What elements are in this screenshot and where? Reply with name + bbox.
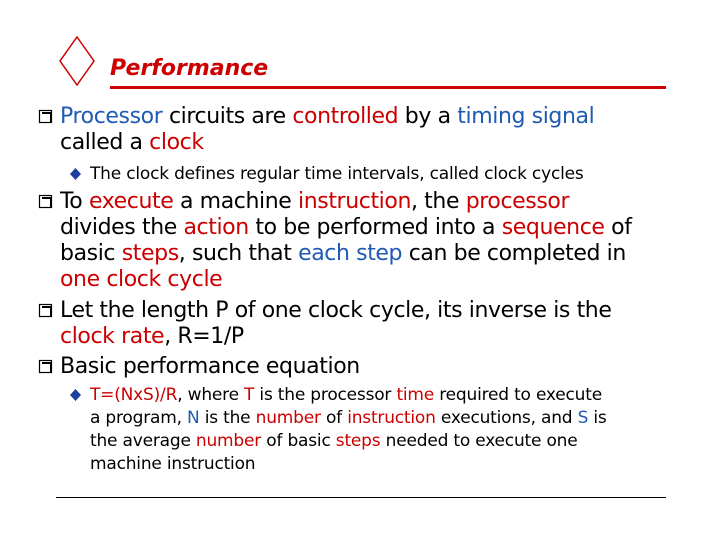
emphasis-text: S xyxy=(577,408,589,428)
bullet-text xyxy=(38,298,678,350)
bullet-line xyxy=(60,189,678,215)
bullet-clock-rate xyxy=(38,298,678,350)
bullet-text xyxy=(38,189,678,293)
text-run: , the xyxy=(411,189,466,214)
emphasis-text: processor xyxy=(465,189,570,214)
bullet-line xyxy=(60,130,678,156)
text-run: circuits are xyxy=(162,104,293,129)
subbullet-text xyxy=(70,384,670,476)
bullet-performance-equation xyxy=(38,354,678,380)
text-run: is the processor xyxy=(254,385,397,405)
text-run: needed to execute one xyxy=(380,431,578,451)
text-run: the average xyxy=(90,431,196,451)
emphasis-text: one clock cycle xyxy=(60,267,223,292)
text-run: to be performed into a xyxy=(248,215,502,240)
emphasis-text: number xyxy=(195,431,262,451)
text-run: of xyxy=(320,408,348,428)
text-run: called a xyxy=(60,130,150,155)
emphasis-text: clock xyxy=(149,130,204,155)
text-run: machine instruction xyxy=(90,454,256,474)
emphasis-text: clock rate xyxy=(60,324,165,349)
emphasis-text: T=(NxS)/R xyxy=(90,385,178,405)
bullet-line xyxy=(60,324,678,350)
text-run: is the xyxy=(199,408,256,428)
text-run: Basic performance equation xyxy=(60,354,360,379)
title-underline xyxy=(110,86,666,89)
emphasis-text: execute xyxy=(88,189,174,214)
text-run: , such that xyxy=(178,241,299,266)
diamond-bullet-icon xyxy=(70,389,81,401)
bullet-line xyxy=(60,215,678,241)
bullet-text xyxy=(38,104,678,156)
subbullet-line xyxy=(90,430,670,453)
subbullet-text xyxy=(70,163,670,186)
emphasis-text: T xyxy=(244,385,255,405)
diamond-outline-icon xyxy=(59,36,95,86)
bullet-text xyxy=(38,354,678,380)
emphasis-text: Processor xyxy=(60,104,163,129)
emphasis-text: steps xyxy=(121,241,179,266)
text-run: The clock defines regular time intervals, called clock cycles xyxy=(90,164,584,184)
text-run: , where xyxy=(177,385,245,405)
text-run: by a xyxy=(398,104,458,129)
subbullet-clock-definition xyxy=(70,163,670,186)
emphasis-text: sequence xyxy=(501,215,605,240)
subbullet-line xyxy=(90,384,670,407)
emphasis-text: N xyxy=(187,408,200,428)
checkbox-bullet-icon xyxy=(38,109,53,124)
emphasis-text: controlled xyxy=(292,104,399,129)
text-run: Let the length P of one clock cycle, its inverse is the xyxy=(60,298,612,323)
subbullet-line xyxy=(90,407,670,430)
emphasis-text: number xyxy=(255,408,321,428)
text-run: executions, and xyxy=(435,408,578,428)
bullet-execute-instruction xyxy=(38,189,678,293)
text-run: To xyxy=(60,189,89,214)
text-run: is xyxy=(588,408,607,428)
diamond-bullet-icon xyxy=(70,168,81,180)
text-run: a program, xyxy=(90,408,187,428)
text-run: of xyxy=(604,215,632,240)
emphasis-text: action xyxy=(183,215,249,240)
footer-divider xyxy=(56,497,666,498)
bullet-line xyxy=(60,104,678,130)
checkbox-bullet-icon xyxy=(38,359,53,374)
text-run: of basic xyxy=(261,431,336,451)
subbullet-equation-definition xyxy=(70,384,670,476)
emphasis-text: time xyxy=(396,385,435,405)
checkbox-bullet-icon xyxy=(38,194,53,209)
page-title: Performance xyxy=(110,56,269,81)
emphasis-text: instruction xyxy=(347,408,436,428)
text-run: required to execute xyxy=(434,385,602,405)
text-run: basic xyxy=(60,241,122,266)
emphasis-text: each step xyxy=(298,241,403,266)
checkbox-bullet-icon xyxy=(38,303,53,318)
emphasis-text: timing signal xyxy=(457,104,595,129)
text-run: can be completed in xyxy=(402,241,626,266)
text-run: divides the xyxy=(60,215,184,240)
text-run: , R=1/P xyxy=(164,324,244,349)
text-run: a machine xyxy=(173,189,299,214)
bullet-processor-circuits xyxy=(38,104,678,156)
emphasis-text: instruction xyxy=(298,189,411,214)
bullet-line xyxy=(60,241,678,267)
emphasis-text: steps xyxy=(335,431,381,451)
